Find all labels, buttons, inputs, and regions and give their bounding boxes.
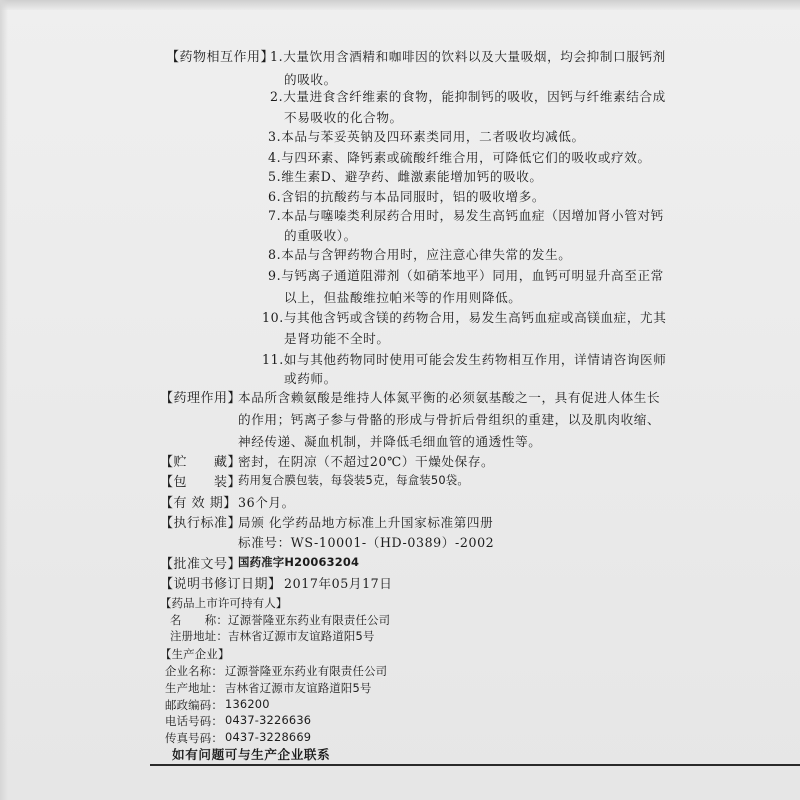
bottom-rule	[150, 764, 800, 766]
package-value: 药用复合膜包装，每袋装5克，每盒装50袋。	[238, 473, 469, 487]
section-label-storage: 【贮 藏】	[160, 455, 242, 470]
section-label-package: 【包 装】	[160, 475, 242, 490]
mah-address-label: 注册地址：	[170, 629, 228, 643]
interaction-item-1-cont: 的吸收。	[284, 72, 337, 87]
manufacturer-fax-value: 0437-3228669	[225, 730, 312, 744]
section-label-manufacturer: 【生产企业】	[160, 647, 230, 661]
approval-value: 国药准字H20063204	[238, 555, 360, 569]
contact-note: 如有问题可与生产企业联系	[172, 747, 331, 762]
mah-name-value: 辽源誉隆亚东药业有限责任公司	[228, 613, 391, 627]
section-label-mah: 【药品上市许可持有人】	[160, 596, 288, 610]
interaction-item-11: 11.如与其他药物同时使用可能会发生药物相互作用，详情请咨询医师	[262, 352, 667, 367]
interaction-item-3: 3.本品与苯妥英钠及四环素类同用，二者吸收均减低。	[268, 129, 585, 144]
pharmacology-line-2: 的作用；钙离子参与骨骼的形成与骨折后骨组织的重建，以及肌肉收缩、	[238, 412, 661, 427]
top-edge-shadow	[0, 0, 800, 10]
interaction-item-7: 7.本品与噻嗪类利尿药合用时，易发生高钙血症（因增加肾小管对钙	[268, 208, 664, 223]
manufacturer-name-value: 辽源誉隆亚东药业有限责任公司	[225, 664, 388, 678]
interaction-item-9: 9.与钙离子通道阻滞剂（如硝苯地平）同用，血钙可明显升高至正常	[268, 268, 664, 283]
revision-value: 2017年05月17日	[284, 576, 393, 591]
standard-value: 局颁 化学药品地方标准上升国家标准第四册	[238, 515, 494, 530]
section-label-interactions: 【药物相互作用】	[166, 50, 275, 65]
section-label-validity: 【有 效 期】	[160, 496, 237, 511]
section-label-approval: 【批准文号】	[160, 557, 242, 572]
interaction-item-10: 10.与其他含钙或含镁的药物合用，易发生高钙血症或高镁血症，尤其	[262, 310, 667, 325]
interaction-item-5: 5.维生素D、避孕药、雌激素能增加钙的吸收。	[268, 169, 543, 184]
section-label-standard: 【执行标准】	[160, 516, 242, 531]
interaction-item-2: 2.大量进食含纤维素的食物，能抑制钙的吸收，因钙与纤维素结合成	[270, 89, 666, 104]
manufacturer-field-label: 企业名称：	[165, 664, 223, 678]
manufacturer-field-label: 生产地址：	[165, 681, 223, 695]
interaction-item-2-cont: 不易吸收的化合物。	[284, 110, 403, 125]
manufacturer-phone-value: 0437-3226636	[225, 713, 312, 727]
interaction-item-6: 6.含铝的抗酸药与本品同服时，铝的吸收增多。	[268, 189, 546, 204]
standard-number: 标准号：WS-10001-（HD-0389）-2002	[238, 535, 495, 550]
manufacturer-address-value: 吉林省辽源市友谊路道阳5号	[225, 681, 372, 695]
storage-value: 密封，在阴凉（不超过20℃）干燥处保存。	[238, 454, 495, 469]
validity-value: 36个月。	[238, 495, 295, 510]
left-edge-shadow	[0, 0, 8, 800]
manufacturer-postcode-value: 136200	[225, 697, 270, 711]
interaction-item-9-cont: 以上，但盐酸维拉帕米等的作用则降低。	[284, 290, 522, 305]
mah-name-label: 名 称：	[170, 613, 228, 627]
interaction-item-11-cont: 或药师。	[284, 371, 337, 386]
manufacturer-field-label: 邮政编码：	[165, 698, 223, 712]
section-label-pharmacology: 【药理作用】	[160, 391, 242, 406]
manufacturer-field-label: 电话号码：	[165, 714, 223, 728]
interaction-item-10-cont: 是肾功能不全时。	[284, 331, 390, 346]
pharmacology-line-3: 神经传递、凝血机制，并降低毛细血管的通透性等。	[238, 434, 542, 449]
interaction-item-1: 1.大量饮用含酒精和咖啡因的饮料以及大量吸烟，均会抑制口服钙剂	[270, 49, 666, 64]
section-label-revision: 【说明书修订日期】	[160, 577, 282, 592]
pharmacology-line-1: 本品所含赖氨酸是维持人体氮平衡的必须氨基酸之一，具有促进人体生长	[238, 390, 661, 405]
interaction-item-8: 8.本品与含钾药物合用时，应注意心律失常的发生。	[268, 247, 572, 262]
mah-address-value: 吉林省辽源市友谊路道阳5号	[228, 629, 375, 643]
manufacturer-field-label: 传真号码：	[165, 731, 223, 745]
interaction-item-4: 4.与四环素、降钙素或硫酸纤维合用，可降低它们的吸收或疗效。	[268, 150, 651, 165]
interaction-item-7-cont: 的重吸收）。	[284, 228, 357, 243]
